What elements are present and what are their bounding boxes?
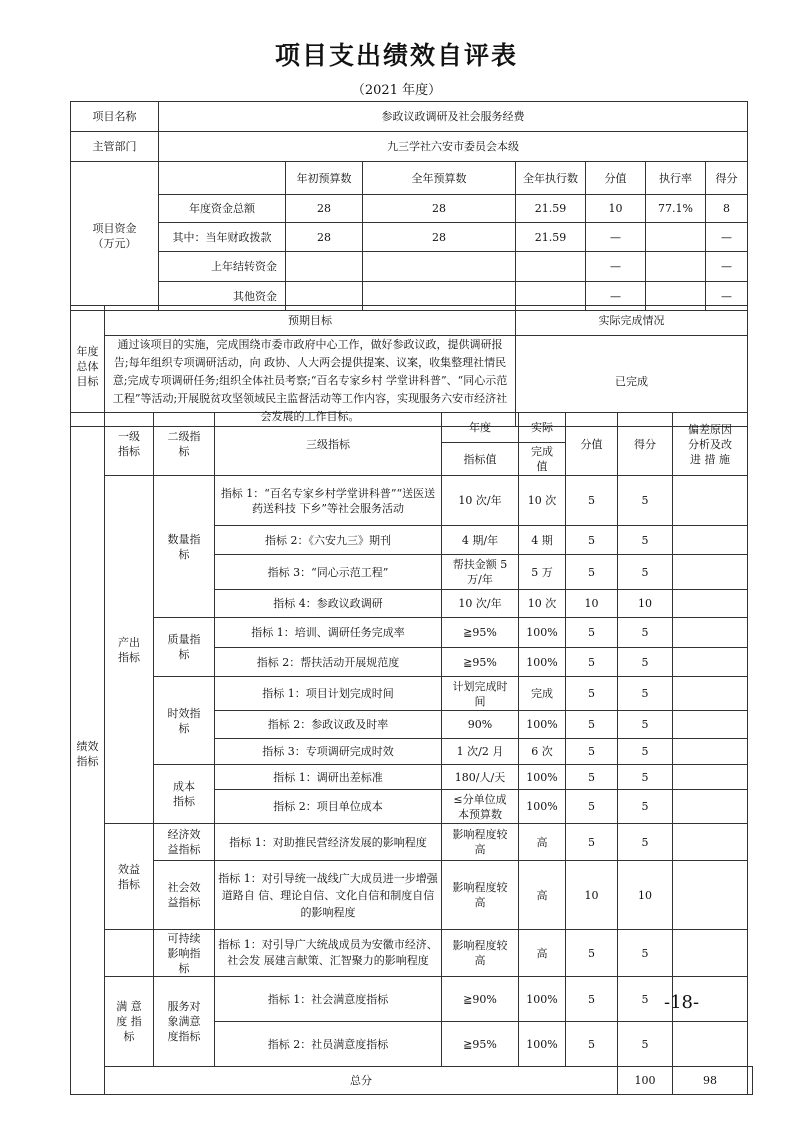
indicator-row — [71, 677, 753, 711]
indicator-score-value: 5 — [566, 790, 618, 824]
indicator-deviation — [673, 555, 748, 590]
indicator-row — [71, 861, 753, 930]
indicator-score-value: 5 — [566, 648, 618, 677]
funds-row-label: 年度资金总额 — [159, 195, 286, 223]
actual-header: 完成 值 — [519, 443, 566, 476]
indicator-target: 影响程度较 高 — [442, 930, 519, 977]
indicator-target: 4 期/年 — [442, 526, 519, 555]
indicator-score-value: 5 — [566, 1022, 618, 1067]
indicator-score-value: 5 — [566, 711, 618, 739]
score-header: 得分 — [618, 413, 673, 476]
indicator-target: ≧95% — [442, 618, 519, 648]
indicator-name: 指标 3：“同心示范工程” — [215, 555, 442, 590]
indicators-label: 绩效指标 — [71, 413, 105, 1095]
indicator-name: 指标 1：调研出差标准 — [215, 765, 442, 790]
indicator-name: 指标 2：项目单位成本 — [215, 790, 442, 824]
indicator-actual: 4 期 — [519, 526, 566, 555]
indicator-score: 10 — [618, 590, 673, 618]
indicator-score: 5 — [618, 711, 673, 739]
indicator-deviation — [673, 930, 748, 977]
indicator-deviation — [673, 1022, 748, 1067]
funds-row-label: 上年结转资金 — [159, 252, 286, 282]
indicator-score: 5 — [618, 476, 673, 526]
page-title: 项目支出绩效自评表 — [274, 41, 518, 70]
indicator-target: ≤分单位成 本预算数 — [442, 790, 519, 824]
indicator-deviation — [673, 765, 748, 790]
indicator-actual: 100% — [519, 765, 566, 790]
goal-table — [70, 305, 748, 427]
funds-score: — — [706, 252, 748, 282]
indicator-target: 90% — [442, 711, 519, 739]
funds-initial — [286, 252, 363, 282]
indicator-score: 5 — [618, 824, 673, 861]
actual-completion-text: 已完成 — [516, 336, 748, 427]
indicator-actual: 100% — [519, 711, 566, 739]
indicator-score: 5 — [618, 677, 673, 711]
funds-score-value: 10 — [586, 195, 646, 223]
funds-header: 全年执行数 — [516, 162, 586, 195]
indicator-deviation — [673, 526, 748, 555]
indicator-deviation — [673, 824, 748, 861]
indicator-actual: 完成 — [519, 677, 566, 711]
target-header: 指标值 — [442, 443, 519, 476]
project-name-label: 项目名称 — [71, 102, 159, 132]
indicator-score: 5 — [618, 618, 673, 648]
indicator-row — [71, 824, 753, 861]
indicator-name: 指标 1：对助推民营经济发展的影响程度 — [215, 824, 442, 861]
funds-executed: 21.59 — [516, 223, 586, 252]
funds-initial: 28 — [286, 223, 363, 252]
funds-label: 项目资金 （万元） — [71, 162, 159, 311]
indicator-score-value: 5 — [566, 824, 618, 861]
indicator-actual: 100% — [519, 1022, 566, 1067]
indicator-actual: 100% — [519, 977, 566, 1022]
level1-header: 一级 指标 — [105, 413, 154, 476]
actual-header-top: 实际 — [519, 413, 566, 443]
indicator-deviation — [673, 861, 748, 930]
indicator-score-value: 5 — [566, 555, 618, 590]
indicator-name: 指标 2：《六安九三》期刊 — [215, 526, 442, 555]
indicator-target: ≧95% — [442, 648, 519, 677]
dept-label: 主管部门 — [71, 132, 159, 162]
funds-row-label: 其中：当年财政拨款 — [159, 223, 286, 252]
indicator-score-value: 5 — [566, 765, 618, 790]
subcategory-timeliness: 时效指 标 — [154, 677, 215, 765]
indicator-target: 计划完成时 间 — [442, 677, 519, 711]
total-score-value: 100 — [618, 1067, 673, 1095]
subcategory-service: 服务对 象满意 度指标 — [154, 977, 215, 1067]
category-satisfaction: 满 意 度 指 标 — [105, 977, 154, 1067]
indicator-deviation — [673, 677, 748, 711]
indicator-actual: 10 次 — [519, 476, 566, 526]
indicator-actual: 高 — [519, 930, 566, 977]
deviation-header: 偏差原因 分析及改 进 措 施 — [673, 413, 748, 476]
indicator-actual: 5 万 — [519, 555, 566, 590]
indicator-score: 5 — [618, 977, 673, 1022]
indicator-target: ≧90% — [442, 977, 519, 1022]
page-subtitle: （2021 年度） — [351, 83, 442, 98]
funds-executed — [516, 252, 586, 282]
category-output: 产出 指标 — [105, 476, 154, 824]
indicator-target: 帮扶金额 5 万/年 — [442, 555, 519, 590]
funds-header: 年初预算数 — [286, 162, 363, 195]
indicator-actual: 6 次 — [519, 739, 566, 765]
indicator-score-value: 5 — [566, 930, 618, 977]
indicator-target: ≧95% — [442, 1022, 519, 1067]
indicator-name: 指标 1：培训、调研任务完成率 — [215, 618, 442, 648]
indicator-target: 180/人/天 — [442, 765, 519, 790]
funds-score-value: — — [586, 223, 646, 252]
total-score: 98 — [673, 1067, 748, 1095]
subcategory-sustainable: 可持续 影响指 标 — [154, 930, 215, 977]
indicator-target: 影响程度较 高 — [442, 824, 519, 861]
funds-row — [71, 195, 748, 223]
indicator-target: 1 次/2 月 — [442, 739, 519, 765]
indicator-actual: 高 — [519, 824, 566, 861]
funds-rate: 77.1% — [646, 195, 706, 223]
funds-score: 8 — [706, 195, 748, 223]
actual-completion-header: 实际完成情况 — [516, 306, 748, 336]
indicator-score: 5 — [618, 526, 673, 555]
indicator-actual: 100% — [519, 618, 566, 648]
indicator-deviation — [673, 739, 748, 765]
project-name: 参政议政调研及社会服务经费 — [159, 102, 748, 132]
funds-header: 全年预算数 — [363, 162, 516, 195]
expected-goal-text: 通过该项目的实施，完成围绕市委市政府中心工作，做好参政议政，提供调研报告;每年组织专项调研活动，向 政协、人大两会提供提案、议案，收集整理社情民意;完成专项调研任务;组织全体社员考察;“百名专家乡村 学堂讲科普”、“同心示范工程”等活动;开展脱贫攻坚领域民主监督活动等工作内容，实现服务六安市经济社会发展的工作目标。 — [105, 336, 516, 427]
funds-executed: 21.59 — [516, 195, 586, 223]
indicator-deviation — [673, 648, 748, 677]
indicator-score-value: 5 — [566, 677, 618, 711]
indicator-row — [71, 476, 753, 526]
funds-initial: 28 — [286, 195, 363, 223]
indicator-actual: 100% — [519, 790, 566, 824]
indicator-row — [71, 930, 753, 977]
funds-rate — [646, 223, 706, 252]
indicator-name: 指标 2：社员满意度指标 — [215, 1022, 442, 1067]
project-funds-table — [70, 101, 748, 311]
indicator-target: 10 次/年 — [442, 476, 519, 526]
dept-name: 九三学社六安市委员会本级 — [159, 132, 748, 162]
indicator-name: 指标 1：项目计划完成时间 — [215, 677, 442, 711]
funds-annual — [363, 252, 516, 282]
level2-header: 二级指 标 — [154, 413, 215, 476]
funds-score: — — [706, 282, 748, 311]
indicator-actual: 高 — [519, 861, 566, 930]
indicator-target: 影响程度较 高 — [442, 861, 519, 930]
goal-label: 年度总体目标 — [71, 306, 105, 427]
indicator-name: 指标 3：专项调研完成时效 — [215, 739, 442, 765]
funds-row — [71, 223, 748, 252]
indicator-score: 5 — [618, 739, 673, 765]
indicator-score-value: 5 — [566, 476, 618, 526]
indicator-score-value: 10 — [566, 590, 618, 618]
indicator-name: 指标 1：“百名专家乡村学堂讲科普”“送医送药送科技 下乡”等社会服务活动 — [215, 476, 442, 526]
indicator-score: 5 — [618, 765, 673, 790]
indicator-target: 10 次/年 — [442, 590, 519, 618]
subcategory-economic: 经济效 益指标 — [154, 824, 215, 861]
indicator-score: 5 — [618, 1022, 673, 1067]
level3-header: 三级指标 — [215, 413, 442, 476]
indicator-score: 5 — [618, 648, 673, 677]
indicator-score-value: 5 — [566, 526, 618, 555]
indicator-deviation — [673, 476, 748, 526]
indicator-score: 5 — [618, 555, 673, 590]
category-effect: 效益 指标 — [105, 824, 154, 930]
total-row — [71, 1067, 753, 1095]
funds-header: 分值 — [586, 162, 646, 195]
indicator-deviation — [673, 618, 748, 648]
indicator-row — [71, 977, 753, 1022]
indicator-name: 指标 1：社会满意度指标 — [215, 977, 442, 1022]
indicator-name: 指标 4：参政议政调研 — [215, 590, 442, 618]
funds-header: 得分 — [706, 162, 748, 195]
funds-rate — [646, 252, 706, 282]
page-number: -18- — [664, 992, 700, 1013]
subcategory-quality: 质量指 标 — [154, 618, 215, 677]
indicator-deviation — [673, 790, 748, 824]
score-value-header: 分值 — [566, 413, 618, 476]
funds-row-label: 其他资金 — [159, 282, 286, 311]
indicator-score-value: 5 — [566, 618, 618, 648]
subcategory-social: 社会效 益指标 — [154, 861, 215, 930]
indicator-deviation — [673, 711, 748, 739]
indicator-score-value: 5 — [566, 739, 618, 765]
subcategory-cost: 成本 指标 — [154, 765, 215, 824]
indicators-table — [70, 412, 753, 1095]
funds-score-value: — — [586, 252, 646, 282]
indicator-name: 指标 2：参政议政及时率 — [215, 711, 442, 739]
indicator-score-value: 10 — [566, 861, 618, 930]
indicator-deviation — [673, 590, 748, 618]
subcategory-quantity: 数量指 标 — [154, 476, 215, 618]
indicator-actual: 100% — [519, 648, 566, 677]
indicator-name: 指标 1：对引导统一战线广大成员进一步增强道路自 信、理论自信、文化自信和制度自信的影响程度 — [215, 861, 442, 930]
indicator-name: 指标 1：对引导广大统战成员为安徽市经济、社会发 展建言献策、汇智聚力的影响程度 — [215, 930, 442, 977]
funds-score: — — [706, 223, 748, 252]
indicator-actual: 10 次 — [519, 590, 566, 618]
indicator-row — [71, 765, 753, 790]
funds-score-value: — — [586, 282, 646, 311]
total-label: 总分 — [105, 1067, 618, 1095]
funds-annual: 28 — [363, 195, 516, 223]
funds-annual: 28 — [363, 223, 516, 252]
target-header-top: 年度 — [442, 413, 519, 443]
funds-header: 执行率 — [646, 162, 706, 195]
indicator-score-value: 5 — [566, 977, 618, 1022]
expected-goal-header: 预期目标 — [105, 306, 516, 336]
indicator-name: 指标 2：帮扶活动开展规范度 — [215, 648, 442, 677]
indicator-row — [71, 618, 753, 648]
indicator-score: 5 — [618, 930, 673, 977]
indicator-score: 5 — [618, 790, 673, 824]
funds-row — [71, 252, 748, 282]
indicator-score: 10 — [618, 861, 673, 930]
